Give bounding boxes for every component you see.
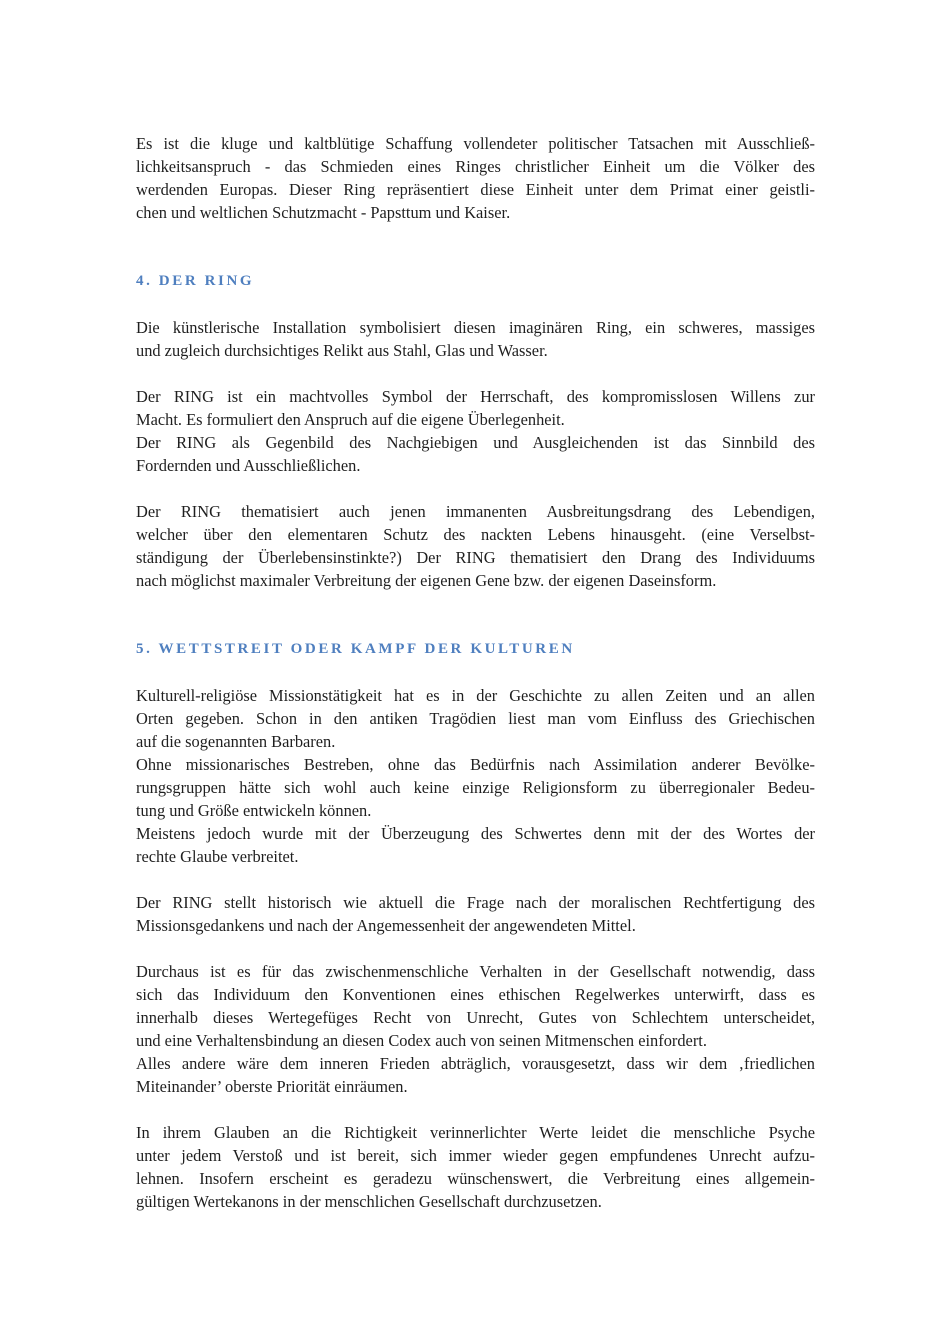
- section-heading: 5. WETTSTREIT ODER KAMPF DER KULTUREN: [136, 641, 575, 657]
- text-line: Es ist die kluge und kaltblütige Schaffung vollendeter politischer Tatsachen mit Ausschließ-: [136, 134, 815, 153]
- paragraph: [136, 960, 815, 1098]
- text-line: und zugleich durchsichtiges Relikt aus Stahl, Glas und Wasser.: [136, 341, 548, 360]
- text-line: und eine Verhaltensbindung an diesen Codex auch von seinen Mitmenschen einfordert.: [136, 1031, 707, 1050]
- paragraph: [136, 891, 815, 937]
- text-line: tung und Größe entwickeln können.: [136, 801, 372, 820]
- paragraph: [136, 316, 815, 362]
- text-line: sich das Individuum den Konventionen eines ethischen Regelwerkes unterwirft, dass es: [136, 985, 815, 1004]
- text-line: nach möglichst maximaler Verbreitung der eigenen Gene bzw. der eigenen Daseinsform.: [136, 571, 717, 590]
- paragraph-gap: [136, 868, 815, 891]
- text-line: Fordernden und Ausschließlichen.: [136, 456, 361, 475]
- text-line: gültigen Wertekanons in der menschlichen Gesellschaft durchzusetzen.: [136, 1192, 602, 1211]
- text-line: Missionsgedankens und nach der Angemessenheit der angewendeten Mittel.: [136, 916, 636, 935]
- text-line: Die künstlerische Installation symbolisiert diesen imaginären Ring, ein schweres, massiges: [136, 318, 815, 337]
- text-line: lehnen. Insofern erscheint es geradezu wünschenswert, die Verbreitung eines allgemein-: [136, 1169, 815, 1188]
- text-line: ständigung der Überlebensinstinkte?) Der RING thematisiert den Drang des Individuums: [136, 548, 815, 567]
- paragraph-gap: [136, 477, 815, 500]
- text-line: rechte Glaube verbreitet.: [136, 847, 299, 866]
- text-line: Meistens jedoch wurde mit der Überzeugung des Schwertes denn mit der des Wortes der: [136, 824, 815, 843]
- text-line: Alles andere wäre dem inneren Frieden abträglich, vorausgesetzt, dass wir dem ‚friedlichen: [136, 1054, 815, 1073]
- text-line: unter jedem Verstoß und ist bereit, sich immer wieder gegen empfundenes Unrecht aufzu-: [136, 1146, 815, 1165]
- text-line: Kulturell-religiöse Missionstätigkeit hat es in der Geschichte zu allen Zeiten und an allen: [136, 686, 815, 705]
- text-line: Der RING ist ein machtvolles Symbol der Herrschaft, des kompromisslosen Willens zur: [136, 387, 815, 406]
- text-line: lichkeitsanspruch - das Schmieden eines Ringes christlicher Einheit um die Völker des: [136, 157, 815, 176]
- text-line: Der RING stellt historisch wie aktuell die Frage nach der moralischen Rechtfertigung des: [136, 893, 815, 912]
- paragraph-gap: [136, 1098, 815, 1121]
- text-line: Ohne missionarisches Bestreben, ohne das Bedürfnis nach Assimilation anderer Bevölke-: [136, 755, 815, 774]
- text-line: welcher über den elementaren Schutz des nackten Lebens hinausgeht. (eine Verselbst-: [136, 525, 815, 544]
- paragraph: [136, 1121, 815, 1213]
- text-line: In ihrem Glauben an die Richtigkeit verinnerlichter Werte leidet die menschliche Psyche: [136, 1123, 815, 1142]
- paragraph-gap: [136, 362, 815, 385]
- text-line: werdenden Europas. Dieser Ring repräsentiert diese Einheit unter dem Primat einer geistli-: [136, 180, 815, 199]
- spacer: [136, 293, 815, 316]
- spacer: [136, 592, 815, 638]
- text-line: Macht. Es formuliert den Anspruch auf die eigene Überlegenheit.: [136, 410, 565, 429]
- text-line: Durchaus ist es für das zwischenmenschliche Verhalten in der Gesellschaft notwendig, dass: [136, 962, 815, 981]
- spacer: [136, 224, 815, 270]
- paragraph: [136, 500, 815, 592]
- text-line: innerhalb dieses Wertegefüges Recht von Unrecht, Gutes von Schlechtem unterscheidet,: [136, 1008, 815, 1027]
- paragraph: [136, 385, 815, 477]
- spacer: [136, 661, 815, 684]
- text-line: Der RING thematisiert auch jenen immanenten Ausbreitungsdrang des Lebendigen,: [136, 502, 815, 521]
- text-line: Orten gegeben. Schon in den antiken Tragödien liest man vom Einfluss des Griechischen: [136, 709, 815, 728]
- section-heading: 4. DER RING: [136, 273, 255, 289]
- text-line: auf die sogenannten Barbaren.: [136, 732, 336, 751]
- text-line: rungsgruppen hätte sich wohl auch keine einzige Religionsform zu überregionaler Bedeu-: [136, 778, 815, 797]
- section-der-ring: [136, 270, 815, 592]
- text-line: Der RING als Gegenbild des Nachgiebigen und Ausgleichenden ist das Sinnbild des: [136, 433, 815, 452]
- text-line: chen und weltlichen Schutzmacht - Papsttum und Kaiser.: [136, 203, 511, 222]
- text-line: Miteinander’ oberste Priorität einräumen.: [136, 1077, 408, 1096]
- document-page: [136, 132, 815, 1213]
- section-wettstreit-oder-kampf-der-kulturen: [136, 638, 815, 1213]
- paragraph: [136, 684, 815, 868]
- paragraph-gap: [136, 937, 815, 960]
- intro-paragraph: [136, 132, 815, 224]
